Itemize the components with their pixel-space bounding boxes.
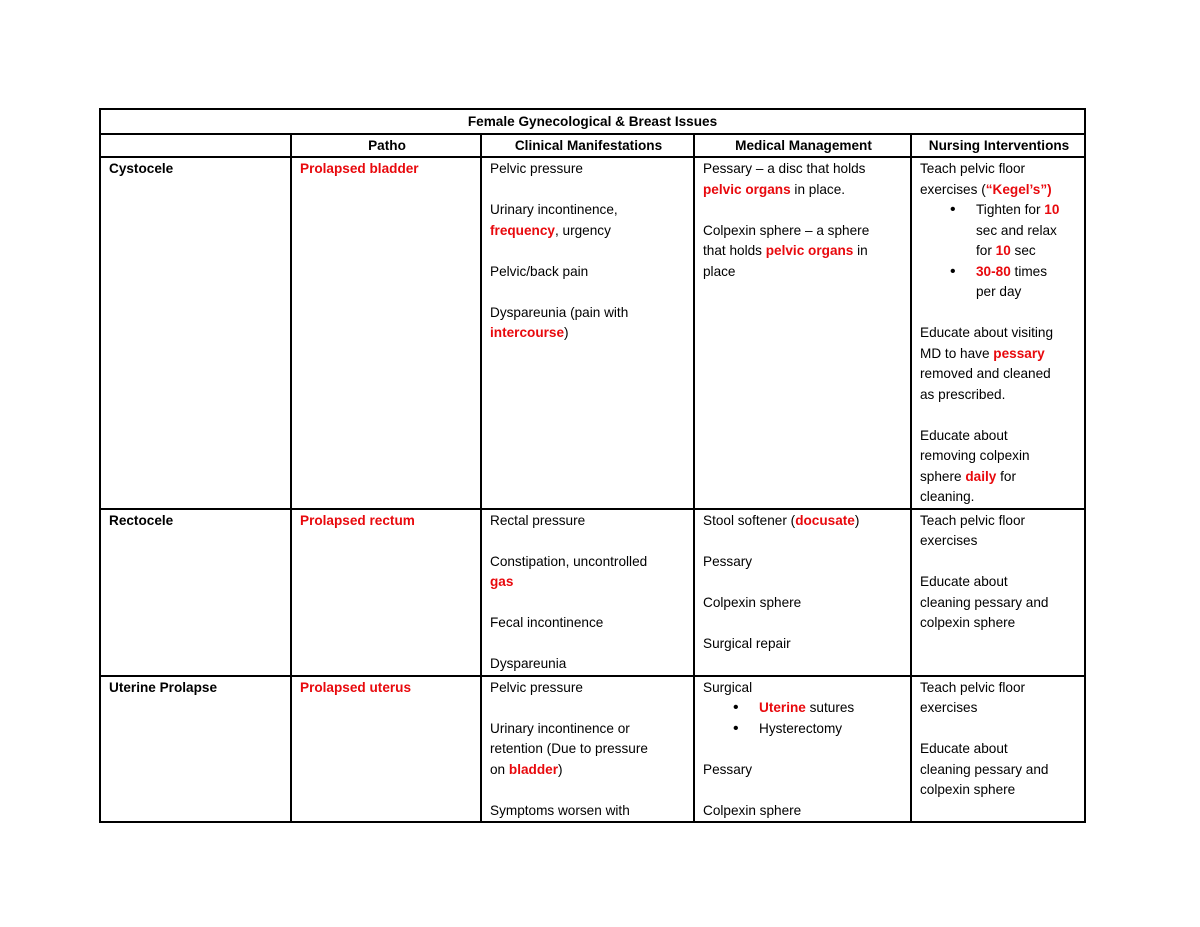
table-row	[100, 157, 1085, 509]
text-line: Symptoms worsen with	[490, 802, 630, 818]
text-span: exercises (	[920, 181, 986, 197]
text-line: Colpexin sphere – a sphere	[703, 222, 870, 238]
highlight-text: pelvic organs	[765, 243, 854, 258]
clinical-cell	[481, 157, 694, 509]
text-line: Surgical	[703, 679, 753, 695]
highlight-text: 30-80	[976, 263, 1011, 279]
text-span: sec	[1010, 243, 1036, 258]
text-line: cleaning.	[920, 489, 975, 504]
text-line: Colpexin sphere	[703, 594, 802, 610]
text-line: Educate about	[920, 574, 1008, 589]
text-span: times	[1010, 263, 1048, 279]
text-line	[490, 323, 687, 344]
text-line: retention (Due to pressure	[490, 741, 648, 756]
text-span: sphere	[920, 468, 966, 484]
nursing-cell	[911, 157, 1085, 509]
highlight-text: docusate	[795, 512, 855, 528]
text-span: MD to have	[920, 345, 994, 361]
text-line: Surgical repair	[703, 635, 791, 651]
text-line	[920, 467, 1078, 488]
text-span: )	[564, 325, 569, 340]
text-line: Pessary	[703, 553, 753, 569]
text-span: sutures	[805, 700, 855, 715]
gynecological-issues-table	[99, 108, 1086, 823]
text-line: Dyspareunia (pain with	[490, 304, 629, 320]
text-line: Educate about	[920, 427, 1008, 443]
table-title: Female Gynecological & Breast Issues	[100, 109, 1085, 134]
text-span: )	[854, 512, 860, 528]
text-span: for	[976, 243, 996, 258]
text-span: in	[853, 243, 868, 258]
text-span: in place.	[790, 181, 846, 197]
nursing-cell	[911, 509, 1085, 676]
text-span: per day	[976, 284, 1022, 299]
text-span: , urgency	[554, 222, 611, 238]
text-line: removing colpexin	[920, 448, 1030, 463]
medical-cell	[694, 157, 911, 509]
highlight-text: 10	[995, 243, 1011, 258]
text-line: Dyspareunia	[490, 656, 567, 671]
text-line: exercises	[920, 533, 978, 548]
text-line: Educate about visiting	[920, 325, 1054, 340]
text-span: Stool softener (	[703, 512, 796, 528]
text-line: place	[703, 263, 736, 279]
row-label: Rectocele	[100, 509, 291, 676]
highlight-text: gas	[490, 574, 514, 589]
text-line	[703, 180, 904, 201]
text-line: removed and cleaned	[920, 366, 1051, 381]
text-line	[920, 344, 1078, 365]
text-line: Rectal pressure	[490, 512, 586, 528]
header-nursing: Nursing Interventions	[911, 134, 1085, 158]
text-line	[703, 511, 904, 532]
medical-cell	[694, 676, 911, 823]
header-clinical: Clinical Manifestations	[481, 134, 694, 158]
text-line: Teach pelvic floor	[920, 512, 1026, 528]
text-span: sec and relax	[976, 222, 1057, 238]
text-line: Pelvic pressure	[490, 679, 583, 695]
bullet-list	[703, 698, 904, 739]
nursing-cell	[911, 676, 1085, 823]
text-line	[490, 760, 687, 781]
text-line: exercises	[920, 700, 978, 715]
header-row	[100, 134, 1085, 158]
text-line: Educate about	[920, 741, 1008, 756]
highlight-text: daily	[965, 468, 997, 484]
text-line: Pessary	[703, 761, 753, 777]
table-row	[100, 676, 1085, 823]
text-line: Teach pelvic floor	[920, 161, 1026, 176]
text-line: Teach pelvic floor	[920, 679, 1026, 695]
list-item	[976, 200, 1078, 262]
text-line: Pelvic/back pain	[490, 263, 589, 279]
highlight-text: frequency	[490, 222, 555, 238]
header-blank	[100, 134, 291, 158]
highlight-text: “Kegel’s”)	[985, 181, 1052, 197]
header-patho: Patho	[291, 134, 481, 158]
highlight-text: bladder	[508, 761, 559, 777]
row-label: Uterine Prolapse	[100, 676, 291, 823]
highlight-text: Uterine	[759, 700, 806, 715]
text-line	[703, 241, 904, 262]
patho-cell: Prolapsed bladder	[291, 157, 481, 509]
text-line: colpexin sphere	[920, 615, 1016, 630]
list-item: • Hysterectomy	[759, 719, 904, 740]
highlight-text: intercourse	[490, 325, 565, 340]
highlight-text: 10	[1044, 202, 1060, 217]
bullet-list	[920, 200, 1078, 303]
list-item	[976, 262, 1078, 303]
row-label: Cystocele	[100, 157, 291, 509]
text-span: )	[558, 761, 563, 777]
text-line: Urinary incontinence or	[490, 720, 630, 736]
text-span: for	[996, 468, 1016, 484]
text-line: Constipation, uncontrolled	[490, 553, 648, 569]
text-line: Pessary – a disc that holds	[703, 161, 866, 176]
table-row	[100, 509, 1085, 676]
patho-cell: Prolapsed uterus	[291, 676, 481, 823]
text-line: colpexin sphere	[920, 782, 1016, 797]
text-line	[920, 180, 1078, 201]
text-line: Pelvic pressure	[490, 161, 583, 176]
patho-cell: Prolapsed rectum	[291, 509, 481, 676]
text-line: as prescribed.	[920, 386, 1006, 402]
text-line	[490, 221, 687, 242]
header-medical: Medical Management	[694, 134, 911, 158]
text-span: that holds	[703, 243, 766, 258]
text-span: on	[490, 761, 509, 777]
text-line: cleaning pessary and	[920, 594, 1049, 610]
medical-cell	[694, 509, 911, 676]
highlight-text: pessary	[993, 345, 1045, 361]
text-line: Colpexin sphere	[703, 802, 802, 818]
clinical-cell	[481, 676, 694, 823]
text-line: Urinary incontinence,	[490, 202, 618, 217]
text-line: cleaning pessary and	[920, 761, 1049, 777]
highlight-text: pelvic organs	[703, 181, 791, 197]
text-line: Fecal incontinence	[490, 615, 604, 630]
text-span: Tighten for	[976, 202, 1045, 217]
list-item	[759, 698, 904, 719]
clinical-cell	[481, 509, 694, 676]
